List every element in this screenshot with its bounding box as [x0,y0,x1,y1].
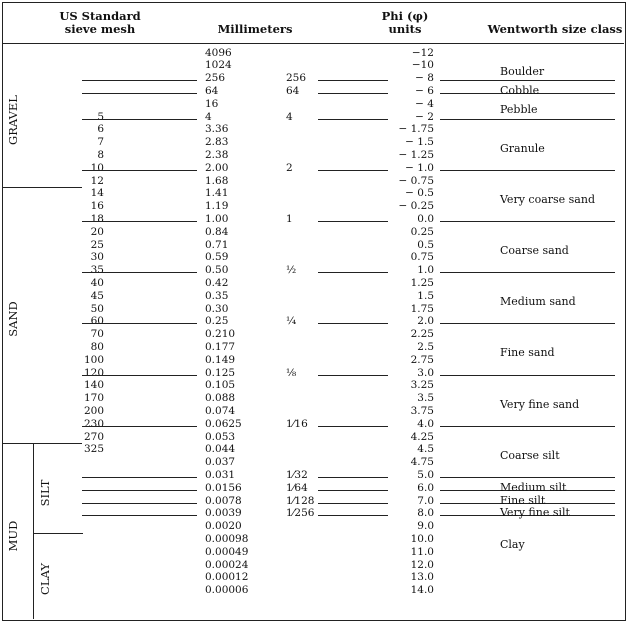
millimeters-cell: 3.36 [205,123,229,136]
millimeters-cell: 4 [205,110,212,123]
boundary-line-right [440,80,615,81]
sieve-cell: 10 [90,161,104,174]
phi-cell: 11.0 [410,545,434,558]
sieve-cell: 5 [97,110,104,123]
millimeters-cell: 256 [205,72,226,85]
phi-cell: 0.25 [410,225,434,238]
millimeters-cell: 0.00049 [205,545,249,558]
boundary-line-mid [318,503,388,504]
millimeters-cell: 16 [205,97,219,110]
size-class-label: Clay [500,538,525,552]
phi-cell: − 0.5 [405,187,434,200]
group-label-mud: MUD [6,520,20,552]
size-class-label: Coarse sand [500,243,569,257]
phi-cell: 3.75 [410,404,434,417]
boundary-line-mid [318,119,388,120]
size-class-label: Very fine sand [500,397,580,411]
millimeters-cell: 2.83 [205,136,229,149]
sieve-cell: 7 [97,136,104,149]
boundary-line-mid [318,490,388,491]
sieve-cell: 80 [90,340,104,353]
size-class-label: Very fine silt [500,506,570,520]
boundary-line-left [82,375,197,376]
phi-cell: −12 [411,46,434,59]
boundary-line-mid [318,272,388,273]
silt-clay-divider [33,533,83,534]
boundary-line-left [82,119,197,120]
phi-cell: 0.75 [410,251,434,264]
sieve-cell: 200 [83,404,104,417]
boundary-line-mid [318,221,388,222]
wentworth-header: Wentworth size class [487,22,623,36]
boundary-line-right [440,375,615,376]
sieve-header-line2: sieve mesh [64,22,136,36]
sieve-cell: 60 [90,315,104,328]
millimeters-cell: 1.19 [205,200,229,213]
boundary-line-left [82,170,197,171]
boundary-line-right [440,170,615,171]
millimeters-boundary-cell: 1 [286,212,293,225]
phi-cell: 2.5 [417,340,434,353]
group-label-sand: SAND [6,301,20,337]
phi-cell: − 6 [415,84,434,97]
phi-cell: 1.0 [417,264,434,277]
sieve-cell: 45 [90,289,104,302]
millimeters-cell: 0.59 [205,251,229,264]
phi-cell: 10.0 [410,532,434,545]
sieve-cell: 20 [90,225,104,238]
boundary-line-mid [318,170,388,171]
phi-cell: 2.0 [417,315,434,328]
boundary-line-mid [318,477,388,478]
phi-header [370,10,440,36]
phi-cell: − 1.5 [405,136,434,149]
millimeters-cell: 0.0156 [205,481,242,494]
boundary-line-right [440,323,615,324]
size-class-label: Boulder [500,64,545,78]
millimeters-boundary-cell: 1⁄64 [286,481,308,494]
group-label-clay: CLAY [38,563,52,595]
millimeters-cell: 1.68 [205,174,229,187]
boundary-line-mid [318,93,388,94]
phi-cell: 1.5 [417,289,434,302]
millimeters-cell: 1.00 [205,212,229,225]
phi-cell: 3.25 [410,379,434,392]
millimeters-boundary-cell: 64 [286,84,300,97]
millimeters-boundary-cell: 1⁄128 [286,494,315,507]
millimeters-cell: 2.38 [205,148,229,161]
millimeters-cell: 4096 [205,46,232,59]
sieve-cell: 50 [90,302,104,315]
boundary-line-left [82,93,197,94]
millimeters-cell: 64 [205,84,219,97]
millimeters-boundary-cell: 1⁄256 [286,507,315,520]
header-rule [2,43,624,44]
phi-cell: − 4 [415,97,434,110]
millimeters-boundary-cell: 1⁄16 [286,417,308,430]
boundary-line-left [82,490,197,491]
boundary-line-left [82,272,197,273]
millimeters-boundary-cell: ¼ [286,315,297,328]
phi-cell: 4.5 [417,443,434,456]
phi-cell: − 1.25 [398,148,434,161]
millimeters-cell: 0.037 [205,456,236,469]
phi-cell: − 2 [415,110,434,123]
boundary-line-left [82,80,197,81]
phi-cell: −10 [411,59,434,72]
millimeters-cell: 0.053 [205,430,236,443]
millimeters-cell: 0.0625 [205,417,242,430]
sieve-cell: 6 [97,123,104,136]
sieve-cell: 8 [97,148,104,161]
phi-cell: 9.0 [417,520,434,533]
millimeters-cell: 0.00098 [205,532,249,545]
boundary-line-left [82,477,197,478]
millimeters-cell: 0.42 [205,276,229,289]
millimeters-cell: 0.35 [205,289,229,302]
millimeters-cell: 0.088 [205,392,236,405]
phi-cell: 14.0 [410,584,434,597]
millimeters-boundary-cell: 2 [286,161,293,174]
boundary-line-left [82,515,197,516]
boundary-line-mid [318,375,388,376]
phi-cell: − 0.25 [398,200,434,213]
mud-inner-rule [33,443,34,619]
millimeters-cell: 0.71 [205,238,229,251]
phi-cell: 5.0 [417,468,434,481]
millimeters-cell: 0.30 [205,302,229,315]
millimeters-cell: 0.25 [205,315,229,328]
boundary-line-left [82,323,197,324]
millimeters-cell: 0.177 [205,340,236,353]
millimeters-cell: 0.044 [205,443,236,456]
sieve-header-line1: US Standard [59,9,141,23]
sieve-cell: 100 [83,353,104,366]
millimeters-cell: 0.210 [205,328,236,341]
phi-header-line1: Phi (φ) [381,9,429,23]
phi-cell: 8.0 [417,507,434,520]
phi-cell: − 0.75 [398,174,434,187]
size-class-label: Fine sand [500,346,555,360]
boundary-line-left [82,503,197,504]
boundary-line-right [440,272,615,273]
millimeters-cell: 0.149 [205,353,236,366]
sieve-cell: 14 [90,187,104,200]
millimeters-boundary-cell: 4 [286,110,293,123]
boundary-line-mid [318,323,388,324]
millimeters-cell: 0.0039 [205,507,242,520]
sieve-cell: 12 [90,174,104,187]
boundary-line-left [82,426,197,427]
millimeters-cell: 0.00006 [205,584,249,597]
sieve-cell: 270 [83,430,104,443]
millimeters-cell: 1024 [205,59,232,72]
sieve-cell: 30 [90,251,104,264]
sieve-cell: 25 [90,238,104,251]
millimeters-cell: 0.105 [205,379,236,392]
millimeters-cell: 0.50 [205,264,229,277]
sieve-cell: 325 [83,443,104,456]
phi-cell: 1.75 [410,302,434,315]
phi-cell: 3.0 [417,366,434,379]
boundary-line-right [440,221,615,222]
sieve-cell: 140 [83,379,104,392]
millimeters-boundary-cell: 256 [286,72,307,85]
millimeters-cell: 0.00012 [205,571,249,584]
boundary-line-mid [318,80,388,81]
sieve-cell: 16 [90,200,104,213]
sieve-cell: 70 [90,328,104,341]
phi-cell: 4.0 [417,417,434,430]
sieve-header [50,10,150,36]
size-class-label: Coarse silt [500,448,560,462]
millimeters-cell: 0.074 [205,404,236,417]
sieve-cell: 40 [90,276,104,289]
millimeters-cell: 0.0020 [205,520,242,533]
boundary-line-left [82,221,197,222]
size-class-label: Medium silt [500,480,567,494]
size-class-label: Medium sand [500,295,576,309]
phi-cell: 6.0 [417,481,434,494]
size-class-label: Cobble [500,83,540,97]
phi-cell: − 1.0 [405,161,434,174]
phi-cell: 12.0 [410,558,434,571]
millimeters-cell: 0.125 [205,366,236,379]
sieve-cell: 35 [90,264,104,277]
millimeters-boundary-cell: ½ [286,264,297,277]
millimeters-boundary-cell: 1⁄32 [286,468,308,481]
boundary-line-mid [318,515,388,516]
phi-cell: 2.25 [410,328,434,341]
phi-cell: 1.25 [410,276,434,289]
sieve-cell: 18 [90,212,104,225]
boundary-line-right [440,119,615,120]
phi-cell: 13.0 [410,571,434,584]
millimeters-cell: 1.41 [205,187,229,200]
phi-cell: 4.25 [410,430,434,443]
phi-cell: 4.75 [410,456,434,469]
phi-cell: 3.5 [417,392,434,405]
sieve-cell: 230 [83,417,104,430]
boundary-line-right [440,477,615,478]
millimeters-cell: 2.00 [205,161,229,174]
millimeters-cell: 0.0078 [205,494,242,507]
phi-cell: 2.75 [410,353,434,366]
size-class-label: Fine silt [500,493,546,507]
phi-header-line2: units [388,22,422,36]
sieve-cell: 120 [83,366,104,379]
size-class-label: Pebble [500,103,538,117]
phi-cell: 0.5 [417,238,434,251]
sieve-cell: 170 [83,392,104,405]
phi-cell: 7.0 [417,494,434,507]
millimeters-cell: 0.00024 [205,558,249,571]
millimeters-cell: 0.84 [205,225,229,238]
group-label-silt: SILT [38,479,52,507]
group-label-gravel: GRAVEL [6,95,20,145]
phi-cell: 0.0 [417,212,434,225]
phi-cell: − 8 [415,72,434,85]
boundary-line-mid [318,426,388,427]
boundary-line-right [440,426,615,427]
phi-cell: − 1.75 [398,123,434,136]
millimeters-cell: 0.031 [205,468,236,481]
millimeters-header: Millimeters [217,22,293,36]
size-class-label: Granule [500,141,545,155]
millimeters-boundary-cell: ⅛ [286,366,297,379]
size-class-label: Very coarse sand [500,192,595,206]
